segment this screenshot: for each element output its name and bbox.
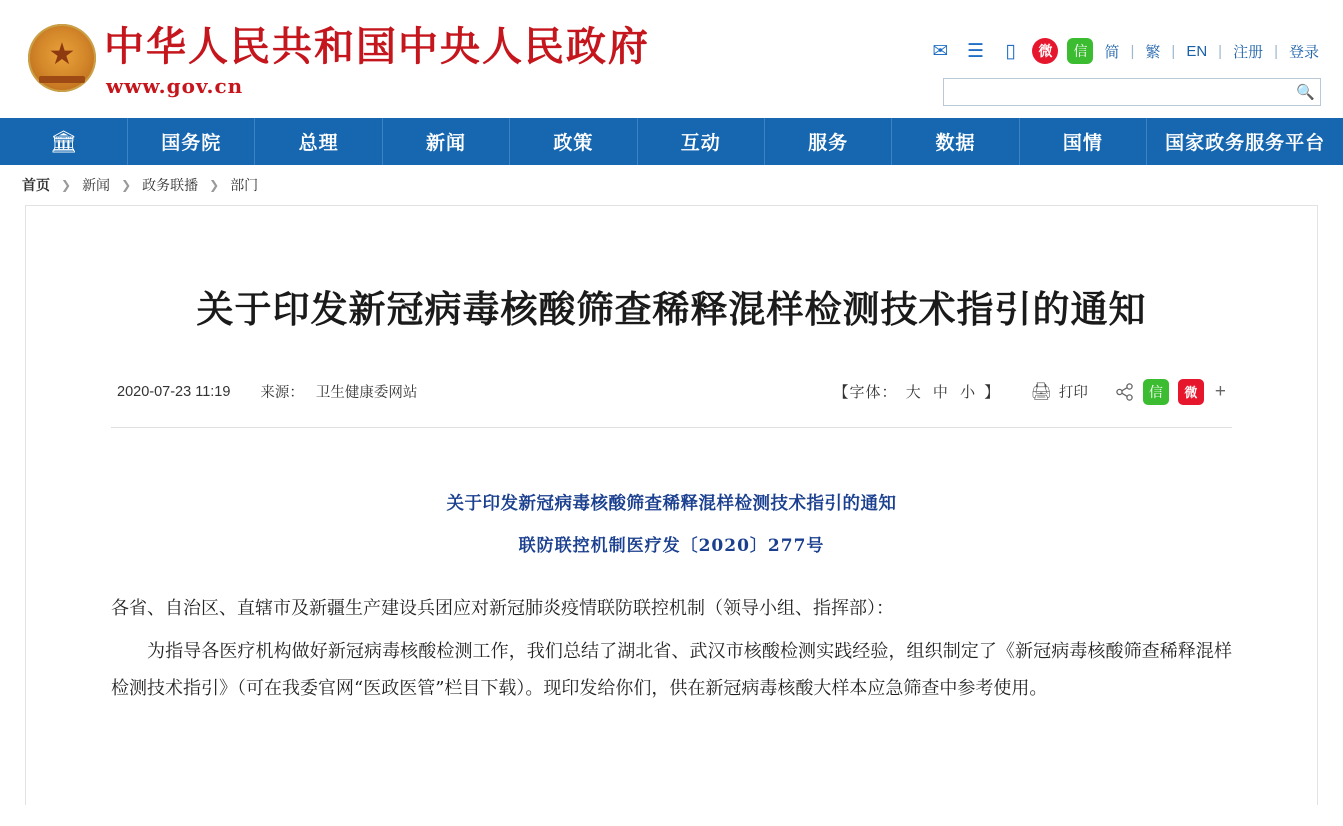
source-value[interactable]: 卫生健康委网站 [315, 385, 418, 402]
share-wechat-icon[interactable]: 信 [1143, 379, 1169, 405]
page-title: 关于印发新冠病毒核酸筛查稀释混样检测技术指引的通知 [196, 286, 1147, 331]
site-header [0, 0, 1343, 118]
separator: | [1171, 42, 1176, 60]
nav-item-zongli[interactable]: 总理 [255, 118, 382, 165]
search-icon[interactable]: 🔍 [1290, 79, 1320, 105]
search-input[interactable] [944, 79, 1290, 105]
breadcrumb [0, 165, 1343, 205]
nav-item-zhengwu-platform[interactable]: 国家政务服务平台 [1165, 132, 1326, 154]
share-icon[interactable] [1116, 383, 1134, 401]
nav-item-fuwu[interactable]: 服务 [765, 118, 892, 165]
nav-item-hudong[interactable]: 互动 [638, 118, 765, 165]
register-link[interactable]: 注册 [1233, 43, 1264, 61]
nav-item-shuju[interactable]: 数据 [892, 118, 1019, 165]
separator: | [1130, 42, 1135, 60]
login-link[interactable]: 登录 [1288, 43, 1319, 61]
header-utility-bar [927, 38, 1321, 64]
nav-home[interactable] [0, 118, 128, 165]
paragraph: 为指导各医疗机构做好新冠病毒核酸检测工作，我们总结了湖北省、武汉市核酸检测实践经验，组织制定了《新冠病毒核酸筛查稀释混样检测技术指引》（可在我委官网“医政医管”栏目下载）。现印发给你们，供在新冠病毒核酸大样本应急筛查中参考使用。 [111, 640, 1232, 699]
font-size-medium[interactable]: 中 [932, 384, 949, 402]
share-weibo-icon[interactable]: 微 [1178, 379, 1204, 405]
separator: | [1218, 42, 1223, 60]
lang-english[interactable]: EN [1186, 42, 1208, 60]
list-icon[interactable]: ☰ [966, 40, 984, 62]
font-size-small[interactable]: 小 [960, 384, 977, 402]
article-meta [111, 379, 1232, 405]
font-size-prefix: 【字体： [833, 384, 898, 402]
share-more-icon[interactable]: + [1214, 380, 1226, 402]
document-body [111, 590, 1232, 707]
home-building-icon: 🏛 [49, 128, 78, 154]
printer-icon: 🖨 [1030, 381, 1052, 401]
lang-simplified[interactable]: 简 [1104, 43, 1120, 61]
breadcrumb-item-news[interactable]: 新闻 [82, 177, 111, 193]
publish-date: 2020-07-23 11:19 [117, 383, 231, 400]
chevron-right-icon: ❯ [61, 178, 72, 192]
site-title[interactable] [104, 22, 650, 98]
chevron-right-icon: ❯ [121, 178, 132, 192]
breadcrumb-item-home[interactable]: 首页 [22, 177, 50, 193]
font-size-control [834, 381, 1001, 402]
breadcrumb-item-bumen[interactable]: 部门 [230, 177, 259, 193]
search-box[interactable] [943, 78, 1321, 106]
print-label: 打印 [1058, 385, 1088, 402]
main-navigation [0, 118, 1343, 165]
site-url: www.gov.cn [106, 74, 244, 98]
nav-item-guoqing[interactable]: 国情 [1020, 118, 1147, 165]
font-size-large[interactable]: 大 [905, 384, 922, 402]
share-group [1116, 379, 1226, 405]
national-emblem-icon [28, 24, 96, 92]
mail-icon[interactable]: ✉ [932, 40, 949, 62]
separator: | [1274, 42, 1278, 60]
nav-item-xinwen[interactable]: 新闻 [383, 118, 510, 165]
document-heading: 关于印发新冠病毒核酸筛查稀释混样检测技术指引的通知 [446, 493, 897, 514]
article-container [25, 205, 1318, 805]
nav-item-guowuyuan[interactable]: 国务院 [128, 118, 255, 165]
document-number: 联防联控机制医疗发〔2020〕277号 [518, 535, 825, 556]
site-title-cn: 中华人民共和国中央人民政府 [104, 23, 650, 70]
font-size-suffix: 】 [984, 384, 1001, 402]
nav-item-zhengce[interactable]: 政策 [510, 118, 637, 165]
wechat-icon[interactable]: 信 [1067, 38, 1093, 64]
article [26, 231, 1317, 707]
weibo-icon[interactable]: 微 [1032, 38, 1058, 64]
mobile-icon[interactable]: ▯ [1005, 40, 1016, 62]
chevron-right-icon: ❯ [209, 178, 220, 192]
article-tools [834, 379, 1226, 405]
paragraph: 各省、自治区、直辖市及新疆生产建设兵团应对新冠肺炎疫情联防联控机制（领导小组、指挥部）： [111, 597, 894, 619]
divider [111, 427, 1232, 428]
lang-traditional[interactable]: 繁 [1145, 43, 1161, 61]
source-label: 来源： [260, 385, 304, 402]
print-button[interactable] [1030, 381, 1088, 402]
breadcrumb-item-zhengwulianbo[interactable]: 政务联播 [142, 177, 199, 193]
